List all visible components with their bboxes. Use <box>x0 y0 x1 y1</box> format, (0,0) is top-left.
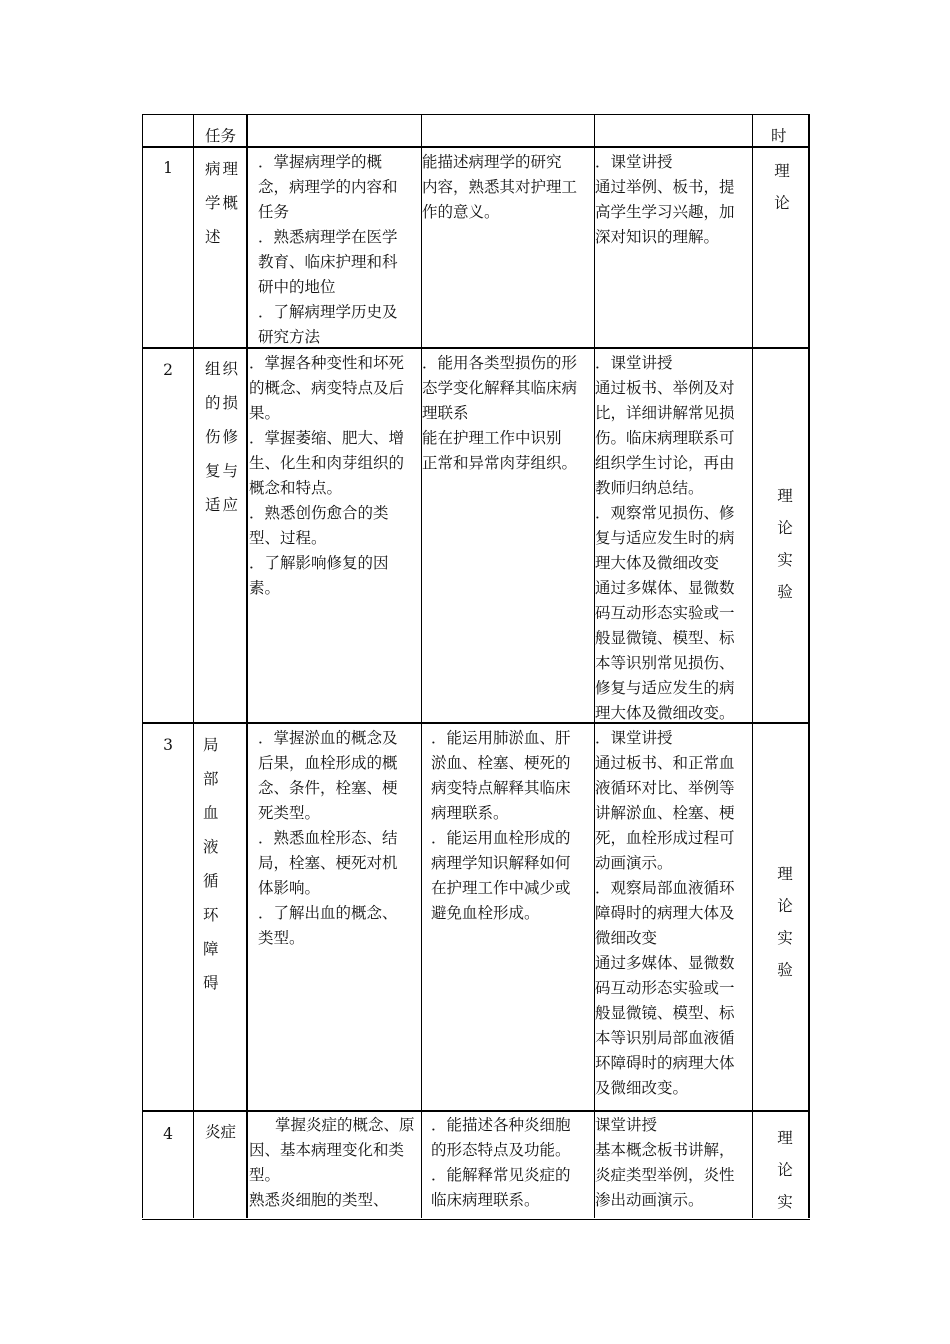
row-method: ．课堂讲授 通过板书、和正常血 液循环对比、举例等 讲解淤血、栓塞、梗 死，血栓形成过程可 动画演示。 ．观察局部血液循环 障碍时的病理大体及 微细改变 通过多媒体、显微数 码互动形态实验或一 般显微镜、模型、标 本等识别局部血液循 环障碍时的病理大体 及微细改变。 <box>595 729 735 1097</box>
column-divider <box>421 114 422 1218</box>
row-class-type: 理 论 <box>774 162 790 212</box>
header-hours: 时 <box>771 127 787 145</box>
row-topic: 局部 血液 循环 障碍 <box>203 736 226 992</box>
row-method: 课堂讲授 基本概念板书讲解， 炎症类型举例，炎性 渗出动画演示。 <box>595 1116 735 1209</box>
row-divider <box>142 146 810 148</box>
row-divider <box>142 347 810 349</box>
row-number: 4 <box>163 1125 173 1143</box>
row-topic: 炎症 <box>205 1123 237 1141</box>
table-border-left <box>142 114 143 1218</box>
row-knowledge: ．掌握病理学的概 念，病理学的内容和 任务 ．熟悉病理学在医学 教育、临床护理和科 研中的地位 ．了解病理学历史及 研究方法 <box>258 153 398 346</box>
row-topic: 病理 学概 述 <box>205 160 241 246</box>
row-knowledge: 掌握炎症的概念、原 因、基本病理变化和类 型。 熟悉炎细胞的类型、 <box>249 1116 415 1209</box>
row-class-type: 理 论 实 <box>777 1129 793 1211</box>
row-number: 1 <box>163 159 173 177</box>
column-divider <box>193 114 194 1218</box>
row-knowledge: ．掌握淤血的概念及 后果，血栓形成的概 念、条件，栓塞、梗 死类型。 ．熟悉血栓形态、结 局，栓塞、梗死对机 体影响。 ．了解出血的概念、 类型。 <box>258 729 398 947</box>
row-number: 3 <box>163 736 173 754</box>
row-skills: ．能描述各种炎细胞 的形态特点及功能。 ．能解释常见炎症的 临床病理联系。 <box>431 1116 571 1209</box>
table-border-right <box>808 114 810 1218</box>
row-skills: ．能用各类型损伤的形 态学变化解释其临床病 理联系 能在护理工作中识别 正常和异常肉芽组织。 <box>422 354 578 472</box>
row-class-type: 理 论 实 验 <box>777 487 793 601</box>
row-class-type: 理 论 实 验 <box>777 865 793 979</box>
column-divider <box>246 114 248 1218</box>
row-knowledge: ．掌握各种变性和坏死 的概念、病变特点及后 果。 ．掌握萎缩、肥大、增 生、化生和肉芽组织的 概念和特点。 ．熟悉创伤愈合的类 型、过程。 ．了解影响修复的因 素。 <box>249 354 405 597</box>
row-skills: 能描述病理学的研究 内容，熟悉其对护理工 作的意义。 <box>422 153 578 221</box>
row-method: ．课堂讲授 通过举例、板书，提 高学生学习兴趣，加 深对知识的理解。 <box>595 153 735 246</box>
row-topic: 组织 的损 伤修 复与 适应 <box>205 360 241 514</box>
row-method: ．课堂讲授 通过板书、举例及对 比，详细讲解常见损 伤。临床病理联系可 组织学生讨论，再由 教师归纳总结。 ．观察常见损伤、修 复与适应发生时的病 理大体及微细改变 通过多媒体、显微数 码互动形态实验或一 般显微镜、模型、标 本等识别常见损伤、 修复与适应发生的病 理大体及微细改变。 <box>595 354 735 722</box>
row-number: 2 <box>163 361 173 379</box>
row-skills: ．能运用肺淤血、肝 淤血、栓塞、梗死的 病变特点解释其临床 病理联系。 ．能运用血栓形成的 病理学知识解释如何 在护理工作中减少或 避免血栓形成。 <box>431 729 571 922</box>
column-divider <box>752 114 753 1218</box>
header-task: 任务 <box>205 127 237 145</box>
row-divider <box>142 1110 810 1112</box>
